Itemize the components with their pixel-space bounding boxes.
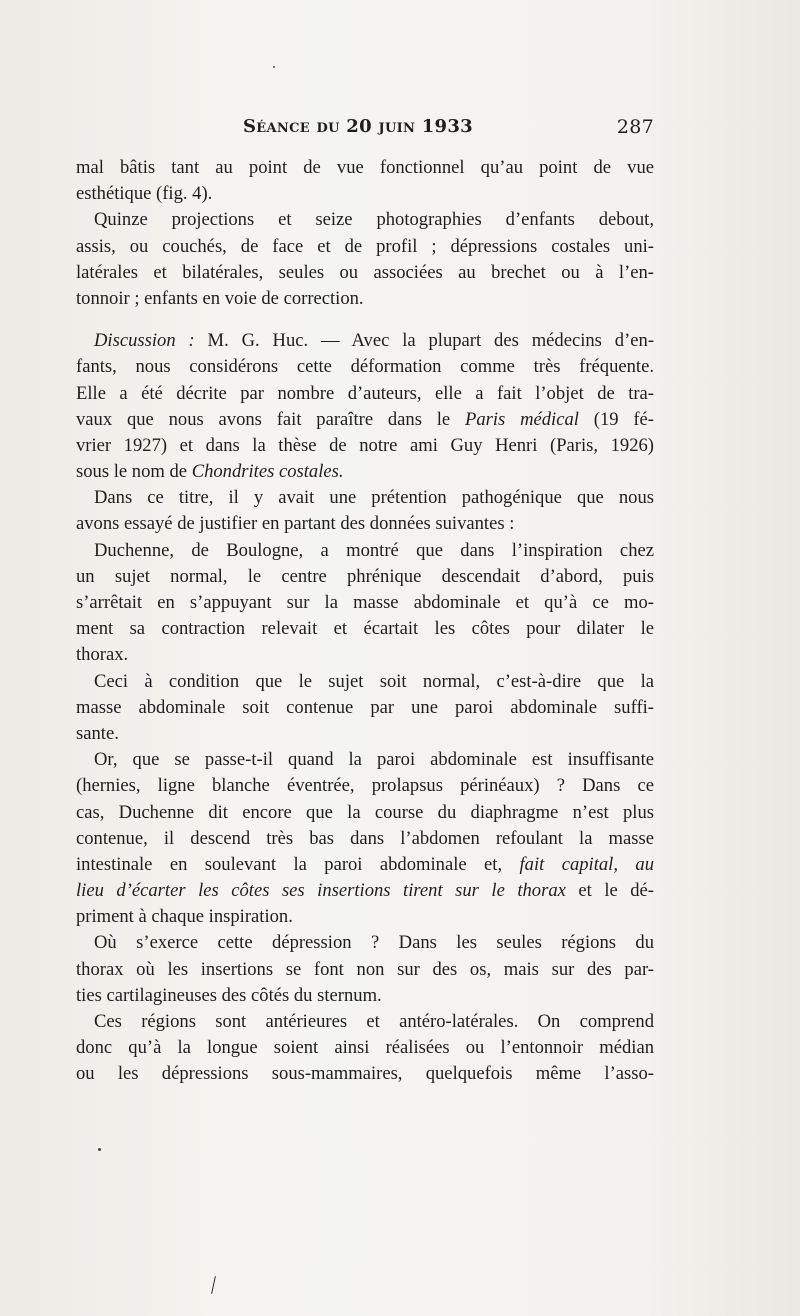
body-text <box>76 155 654 1088</box>
text-line <box>76 459 654 485</box>
text-line <box>76 538 654 564</box>
text-line <box>76 564 654 590</box>
text-segment: s’arrêtait en s’appuyant sur la masse abdominale et qu’à ce mo- <box>76 592 654 613</box>
text-segment: Elle a été décrite par nombre d’auteurs, elle a fait l’objet de tra- <box>76 382 654 404</box>
text-segment: ment sa contraction relevait et écartait les côtes pour dilater le <box>76 618 654 640</box>
pencil-mark <box>211 1276 216 1294</box>
text-line <box>76 642 654 668</box>
text-segment: sous le nom de <box>76 461 192 483</box>
text-line <box>76 957 654 983</box>
text-segment: latérales et bilatérales, seules ou associées au brechet ou à l’en- <box>76 261 654 283</box>
text-segment: donc qu’à la longue soient ainsi réalisées ou l’entonnoir médian <box>76 1037 654 1059</box>
text-segment: M. G. Huc. — Avec la plupart des médecins d’en- <box>194 330 655 352</box>
text-line <box>76 260 654 286</box>
page-number: 287 <box>616 116 654 138</box>
text-segment: ties cartilagineuses des côtés du sternum. <box>76 984 382 1006</box>
text-segment: un sujet normal, le centre phrénique descendait d’abord, puis <box>76 565 654 587</box>
text-segment: Ces régions sont antérieures et antéro-latérales. On comprend <box>94 1011 654 1032</box>
italic-segment: lieu d’écarter les côtes ses insertions tirent sur le thorax <box>76 880 566 902</box>
text-line <box>76 328 654 354</box>
text-segment: (hernies, ligne blanche éventrée, prolapsus périnéaux) ? Dans ce <box>76 775 654 797</box>
italic-segment: Paris médical <box>464 408 579 430</box>
text-segment: sante. <box>76 722 119 744</box>
text-line <box>76 773 654 799</box>
text-line <box>76 181 654 207</box>
text-segment: Quinze projections et seize photographies d’enfants debout, <box>94 209 654 231</box>
text-segment: vaux que nous avons fait paraître dans le <box>76 408 465 430</box>
text-line <box>76 485 654 511</box>
text-line <box>76 878 654 904</box>
text-line <box>76 590 654 616</box>
text-segment: Dans ce titre, il y avait une prétention pathogénique que nous <box>94 487 654 509</box>
text-line <box>76 983 654 1009</box>
page-header <box>76 116 654 144</box>
text-line <box>76 1061 654 1087</box>
text-line <box>76 1035 654 1061</box>
text-line <box>76 904 654 930</box>
text-line <box>76 930 654 956</box>
text-line <box>76 721 654 747</box>
text-segment: thorax où les insertions se font non sur des os, mais sur des par- <box>76 958 654 980</box>
text-line <box>76 381 654 407</box>
text-line <box>76 155 654 181</box>
running-title: Séance du 20 juin 1933 <box>243 116 474 137</box>
text-line <box>76 207 654 233</box>
text-line <box>76 669 654 695</box>
text-line <box>76 354 654 380</box>
text-segment: priment à chaque inspiration. <box>76 906 293 928</box>
italic-segment: Chondrites costales. <box>191 461 344 483</box>
text-segment: avons essayé de justifier en partant des données suivantes : <box>76 513 515 535</box>
text-segment: assis, ou couchés, de face et de profil ; dépressions costales uni- <box>76 235 654 257</box>
text-line <box>76 1009 654 1035</box>
text-line <box>76 407 654 433</box>
page-speck <box>273 66 275 68</box>
text-segment: ou les dépressions sous-mammaires, quelquefois même l’asso- <box>76 1063 654 1085</box>
text-segment: Or, que se passe-t-il quand la paroi abdominale est insuffisante <box>94 749 654 771</box>
text-line <box>76 747 654 773</box>
text-line <box>76 286 654 312</box>
text-line <box>76 433 654 459</box>
text-segment: thorax. <box>76 644 129 666</box>
text-line <box>76 616 654 642</box>
text-line <box>76 826 654 852</box>
text-segment: fants, nous considérons cette déformation comme très fréquente. <box>76 356 654 378</box>
text-line <box>76 695 654 721</box>
text-segment: Duchenne, de Boulogne, a montré que dans l’inspiration chez <box>94 539 654 561</box>
text-segment: masse abdominale soit contenue par une paroi abdominale suffi- <box>76 696 654 718</box>
text-line <box>76 234 654 260</box>
text-segment: cas, Duchenne dit encore que la course du diaphragme n’est plus <box>76 801 654 823</box>
text-segment: esthétique (fig. 4). <box>76 183 213 205</box>
page-speck <box>98 1148 101 1151</box>
italic-segment: fait capital, au <box>519 853 654 875</box>
text-segment: (19 fé- <box>578 408 654 430</box>
text-segment: vrier 1927) et dans la thèse de notre ami Guy Henri (Paris, 1926) <box>76 434 654 456</box>
text-segment: mal bâtis tant au point de vue fonctionnel qu’au point de vue <box>76 157 654 178</box>
text-line <box>76 800 654 826</box>
text-segment: Ceci à condition que le sujet soit normal, c’est-à-dire que la <box>94 670 654 692</box>
italic-segment: Discussion : <box>94 330 195 352</box>
text-line <box>76 511 654 537</box>
text-segment: intestinale en soulevant la paroi abdominale et, <box>76 853 520 875</box>
text-segment: contenue, il descend très bas dans l’abdomen refoulant la masse <box>76 827 654 849</box>
text-line <box>76 852 654 878</box>
text-segment: et le dé- <box>565 880 654 902</box>
text-segment: Où s’exerce cette dépression ? Dans les seules régions du <box>94 932 654 954</box>
text-segment: tonnoir ; enfants en voie de correction. <box>76 287 364 309</box>
